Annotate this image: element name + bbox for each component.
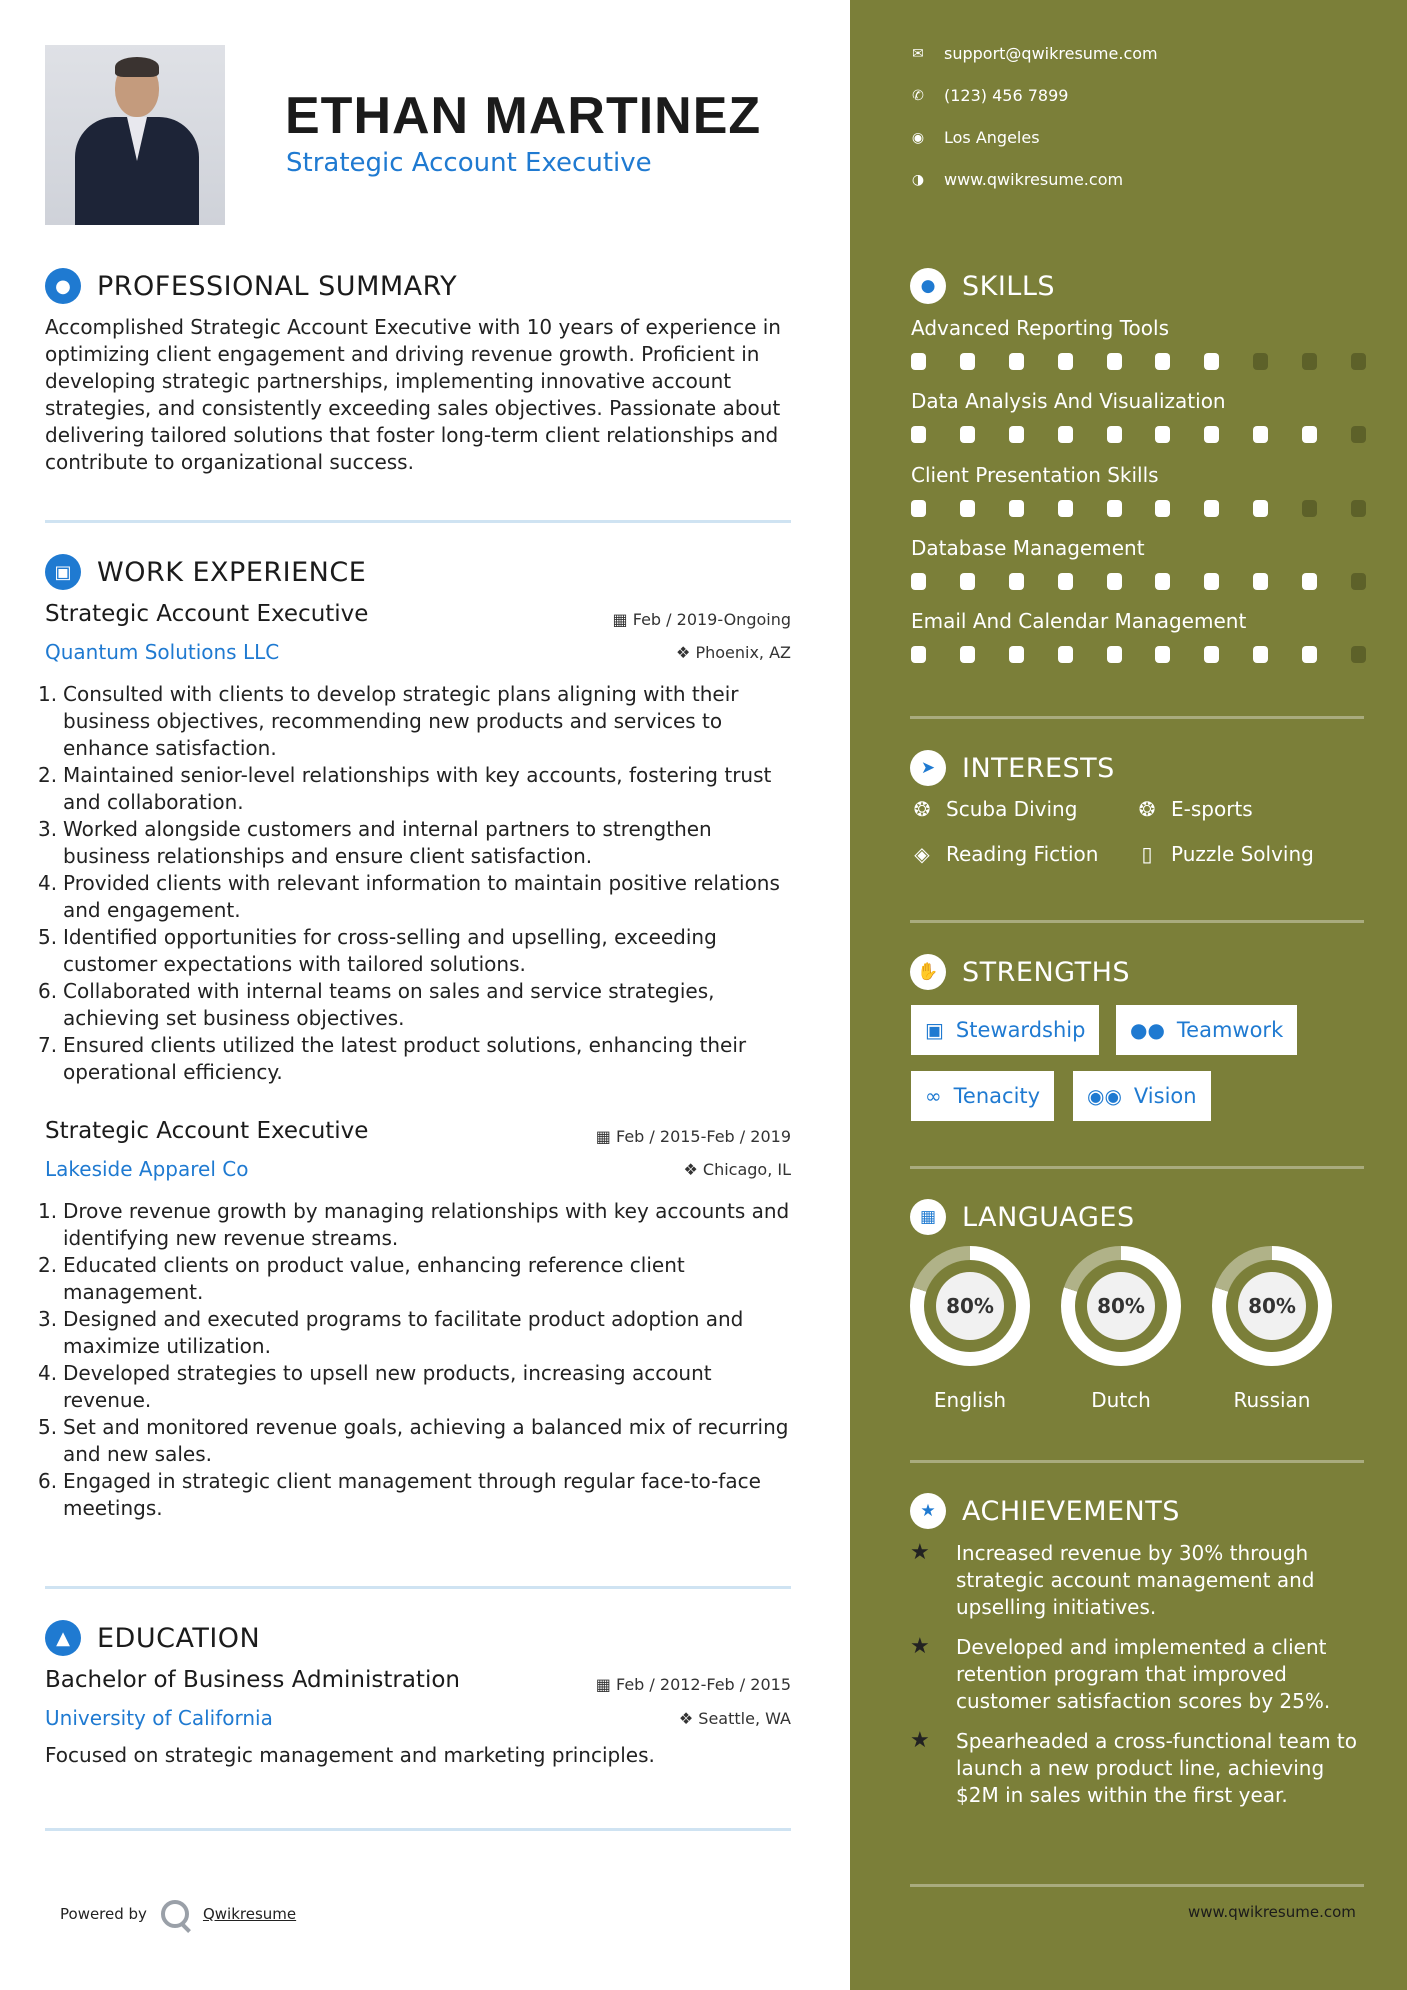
skill-dot-filled bbox=[1302, 573, 1317, 590]
skill-dot-filled bbox=[1253, 426, 1268, 443]
list-item: 5. Identified opportunities for cross-selling and upselling, exceeding customer expectations with tailored solutions. bbox=[38, 925, 717, 976]
phone-icon: ✆ bbox=[912, 87, 924, 104]
skill-dot-filled bbox=[1204, 573, 1219, 590]
skill-dot-filled bbox=[911, 646, 926, 663]
education-description: Focused on strategic management and marketing principles. bbox=[45, 1743, 655, 1767]
skill-dot-filled bbox=[1155, 646, 1170, 663]
user-icon: ● bbox=[45, 268, 81, 304]
summary-text: Accomplished Strategic Account Executive with 10 years of experience in optimizing client engagement and driving revenue growth. Proficient in developing strategic partnerships, implementing innovative account strategies, and consistently exceeding sales objectives. Passionate about delivering tailored solutions that foster long-term client relationships and contribute to organizational success. bbox=[45, 315, 781, 474]
star-badge-icon: ★ bbox=[910, 1493, 946, 1529]
list-item: 4. Developed strategies to upsell new products, increasing account revenue. bbox=[38, 1361, 712, 1412]
interest-item: ◈ Reading Fiction bbox=[910, 842, 1098, 866]
calendar-icon: ▦ bbox=[595, 1127, 611, 1146]
school-name: University of California bbox=[45, 1706, 273, 1730]
skill-dot-filled bbox=[1204, 426, 1219, 443]
skill-dot-empty bbox=[1302, 353, 1317, 370]
list-item: 6. Engaged in strategic client management through regular face-to-face meetings. bbox=[38, 1469, 761, 1520]
skill-dot-filled bbox=[960, 646, 975, 663]
list-item: 2. Maintained senior-level relationships with key accounts, fostering trust and collaboration. bbox=[38, 763, 772, 814]
list-item: 3. Designed and executed programs to facilitate product adoption and maximize utilization. bbox=[38, 1307, 744, 1358]
skill-dot-filled bbox=[1107, 500, 1122, 517]
lightbulb-icon: ● bbox=[910, 268, 946, 304]
skill-dot-filled bbox=[911, 573, 926, 590]
job-date: ▦ Feb / 2019-Ongoing bbox=[612, 610, 791, 629]
star-icon: ★ bbox=[910, 1728, 930, 1753]
skill-dot-empty bbox=[1253, 353, 1268, 370]
pin-icon: ❖ bbox=[683, 1160, 698, 1179]
skill-dot-empty bbox=[1351, 573, 1366, 590]
language-icon: ▦ bbox=[910, 1199, 946, 1235]
skill-dot-filled bbox=[1204, 500, 1219, 517]
divider bbox=[910, 1166, 1364, 1169]
gamepad-icon: ◈ bbox=[914, 842, 930, 866]
job-title: Strategic Account Executive bbox=[45, 1118, 369, 1144]
skill-dot-filled bbox=[1253, 500, 1268, 517]
pin-icon: ❖ bbox=[676, 643, 691, 662]
link-icon: ∞ bbox=[925, 1084, 942, 1108]
skill-dot-filled bbox=[960, 573, 975, 590]
skill-dot-filled bbox=[1204, 353, 1219, 370]
contact-phone: ✆ (123) 456 7899 bbox=[910, 86, 1068, 105]
skill-rating bbox=[911, 500, 1366, 517]
skill-dot-filled bbox=[911, 500, 926, 517]
skill-dot-empty bbox=[1351, 500, 1366, 517]
skill-dot-filled bbox=[1107, 646, 1122, 663]
list-item: 1. Drove revenue growth by managing relationships with key accounts and identifying new revenue streams. bbox=[38, 1199, 790, 1250]
skill-name: Email And Calendar Management bbox=[911, 609, 1247, 633]
language-progress-ring bbox=[910, 1246, 1030, 1366]
skill-dot-empty bbox=[1351, 646, 1366, 663]
skill-rating bbox=[911, 646, 1366, 663]
contact-location: ◉ Los Angeles bbox=[911, 128, 1040, 147]
skill-dot-filled bbox=[1204, 646, 1219, 663]
qwikresume-link[interactable]: Qwikresume bbox=[202, 1905, 297, 1923]
list-item: 6. Collaborated with internal teams on sales and service strategies, achieving set business objectives. bbox=[38, 979, 715, 1030]
skill-dot-filled bbox=[1058, 500, 1073, 517]
strength-tag: ▣ Stewardship bbox=[911, 1005, 1099, 1055]
strength-tag: ●● Teamwork bbox=[1116, 1005, 1297, 1055]
divider bbox=[910, 1884, 1364, 1887]
education-date: ▦ Feb / 2012-Feb / 2015 bbox=[595, 1675, 791, 1694]
fist-icon: ✋ bbox=[910, 954, 946, 990]
envelope-icon: ✉ bbox=[912, 45, 924, 62]
interest-item: ❂ Scuba Diving bbox=[910, 797, 1077, 821]
language-progress-ring bbox=[1061, 1246, 1181, 1366]
skill-dot-filled bbox=[1058, 353, 1073, 370]
strengths-heading: ✋ STRENGTHS bbox=[910, 954, 1130, 990]
languages-heading: ▦ LANGUAGES bbox=[910, 1199, 1135, 1235]
language-name: English bbox=[933, 1388, 1007, 1412]
skill-dot-filled bbox=[1009, 646, 1024, 663]
job-company: Quantum Solutions LLC bbox=[45, 640, 280, 664]
contact-website[interactable]: ◑ www.qwikresume.com bbox=[911, 170, 1124, 189]
strength-tag: ∞ Tenacity bbox=[911, 1071, 1054, 1121]
skill-rating bbox=[911, 426, 1366, 443]
language-percent: 80% bbox=[1238, 1272, 1306, 1340]
language-percent: 80% bbox=[936, 1272, 1004, 1340]
skill-name: Client Presentation Skills bbox=[911, 463, 1159, 487]
achievements-heading: ★ ACHIEVEMENTS bbox=[910, 1493, 1180, 1529]
skill-dot-filled bbox=[1058, 646, 1073, 663]
achievement-item: ★ Spearheaded a cross-functional team to launch a new product line, achieving $2M in sales within the first year. bbox=[910, 1728, 1357, 1807]
skill-name: Data Analysis And Visualization bbox=[911, 389, 1226, 413]
skill-dot-filled bbox=[1107, 353, 1122, 370]
qwikresume-logo-icon bbox=[161, 1900, 189, 1928]
list-item: 1. Consulted with clients to develop strategic plans aligning with their business objectives, recommending new products and services to enhance satisfaction. bbox=[38, 682, 739, 760]
skill-dot-filled bbox=[960, 500, 975, 517]
language-item bbox=[910, 1246, 1030, 1412]
skill-name: Advanced Reporting Tools bbox=[911, 316, 1169, 340]
skill-dot-filled bbox=[1058, 573, 1073, 590]
work-heading: ▣ WORK EXPERIENCE bbox=[45, 554, 366, 590]
skill-rating bbox=[911, 353, 1366, 370]
skill-dot-filled bbox=[1302, 646, 1317, 663]
globe-icon: ◑ bbox=[911, 171, 925, 188]
education-location: ❖ Seattle, WA bbox=[678, 1709, 791, 1728]
office-chair-icon: ▣ bbox=[45, 554, 81, 590]
skill-dot-filled bbox=[1107, 426, 1122, 443]
skill-dot-filled bbox=[1253, 646, 1268, 663]
job-location: ❖ Phoenix, AZ bbox=[676, 643, 791, 662]
binoculars-icon: ◉◉ bbox=[1087, 1084, 1122, 1108]
skills-heading: ● SKILLS bbox=[910, 268, 1055, 304]
job-bullets bbox=[38, 681, 798, 1086]
users-icon: ●● bbox=[1130, 1018, 1165, 1042]
job-bullets bbox=[38, 1198, 798, 1522]
skill-dot-filled bbox=[1302, 426, 1317, 443]
divider bbox=[910, 716, 1364, 719]
pin-icon: ❖ bbox=[678, 1709, 694, 1728]
education-heading: ▲ EDUCATION bbox=[45, 1620, 260, 1656]
skill-dot-filled bbox=[1155, 500, 1170, 517]
briefcase-icon: ▣ bbox=[925, 1018, 944, 1042]
graduation-cap-icon: ▲ bbox=[45, 1620, 81, 1656]
divider bbox=[45, 1586, 791, 1589]
skill-rating bbox=[911, 573, 1366, 590]
divider bbox=[910, 1460, 1364, 1463]
list-item: 3. Worked alongside customers and internal partners to strengthen business relationships and ensure client satisfaction. bbox=[38, 817, 712, 868]
powered-by: Powered by Qwikresume bbox=[60, 1900, 296, 1928]
paper-plane-icon: ➤ bbox=[910, 750, 946, 786]
divider bbox=[45, 520, 791, 523]
interest-item: ❂ E-sports bbox=[1135, 797, 1253, 821]
lifebuoy-icon: ❂ bbox=[1138, 797, 1156, 821]
interests-heading: ➤ INTERESTS bbox=[910, 750, 1115, 786]
calendar-icon: ▦ bbox=[595, 1675, 611, 1694]
degree-title: Bachelor of Business Administration bbox=[45, 1667, 460, 1693]
job-date: ▦ Feb / 2015-Feb / 2019 bbox=[595, 1127, 791, 1146]
skill-dot-filled bbox=[911, 426, 926, 443]
lifebuoy-icon: ❂ bbox=[913, 797, 931, 821]
skill-dot-filled bbox=[1155, 573, 1170, 590]
list-item: 7. Ensured clients utilized the latest product solutions, enhancing their operational efficiency. bbox=[38, 1033, 747, 1084]
skill-dot-empty bbox=[1351, 353, 1366, 370]
skill-dot-filled bbox=[911, 353, 926, 370]
map-marker-icon: ◉ bbox=[911, 129, 925, 146]
skill-dot-filled bbox=[960, 426, 975, 443]
divider bbox=[910, 920, 1364, 923]
skill-dot-filled bbox=[1009, 426, 1024, 443]
skill-dot-filled bbox=[1107, 573, 1122, 590]
language-name: Dutch bbox=[1091, 1388, 1151, 1412]
strength-tag: ◉◉ Vision bbox=[1073, 1071, 1211, 1121]
skill-dot-filled bbox=[1058, 426, 1073, 443]
job-company: Lakeside Apparel Co bbox=[45, 1157, 249, 1181]
skill-dot-filled bbox=[1009, 500, 1024, 517]
calendar-icon: ▦ bbox=[612, 610, 628, 629]
star-icon: ★ bbox=[910, 1540, 930, 1565]
job-location: ❖ Chicago, IL bbox=[683, 1160, 791, 1179]
skill-dot-filled bbox=[1009, 573, 1024, 590]
skill-dot-filled bbox=[1155, 426, 1170, 443]
skill-dot-empty bbox=[1351, 426, 1366, 443]
language-item bbox=[1212, 1246, 1332, 1412]
footer-site-link[interactable]: www.qwikresume.com bbox=[1188, 1903, 1356, 1921]
skill-dot-filled bbox=[1155, 353, 1170, 370]
contact-email[interactable]: ✉ support@qwikresume.com bbox=[910, 44, 1158, 63]
list-item: 4. Provided clients with relevant information to maintain positive relations and engagement. bbox=[38, 871, 780, 922]
language-item bbox=[1061, 1246, 1181, 1412]
list-item: 2. Educated clients on product value, enhancing reference client management. bbox=[38, 1253, 685, 1304]
book-icon: ▯ bbox=[1141, 842, 1153, 866]
skill-dot-filled bbox=[1253, 573, 1268, 590]
skill-dot-filled bbox=[1009, 353, 1024, 370]
skill-dot-filled bbox=[960, 353, 975, 370]
skill-dot-empty bbox=[1302, 500, 1317, 517]
star-icon: ★ bbox=[910, 1634, 930, 1659]
language-progress-ring bbox=[1212, 1246, 1332, 1366]
language-percent: 80% bbox=[1087, 1272, 1155, 1340]
candidate-name: ETHAN MARTINEZ bbox=[285, 87, 762, 145]
skill-name: Database Management bbox=[911, 536, 1145, 560]
profile-photo bbox=[45, 45, 225, 225]
candidate-title: Strategic Account Executive bbox=[286, 148, 652, 178]
divider bbox=[45, 1828, 791, 1831]
achievement-item: ★ Increased revenue by 30% through strategic account management and upselling initiatives. bbox=[910, 1540, 1315, 1619]
interest-item: ▯ Puzzle Solving bbox=[1135, 842, 1314, 866]
summary-heading: ● PROFESSIONAL SUMMARY bbox=[45, 268, 457, 304]
job-title: Strategic Account Executive bbox=[45, 601, 369, 627]
achievement-item: ★ Developed and implemented a client retention program that improved customer satisfaction scores by 25%. bbox=[910, 1634, 1331, 1713]
language-name: Russian bbox=[1233, 1388, 1311, 1412]
list-item: 5. Set and monitored revenue goals, achieving a balanced mix of recurring and new sales. bbox=[38, 1415, 789, 1466]
